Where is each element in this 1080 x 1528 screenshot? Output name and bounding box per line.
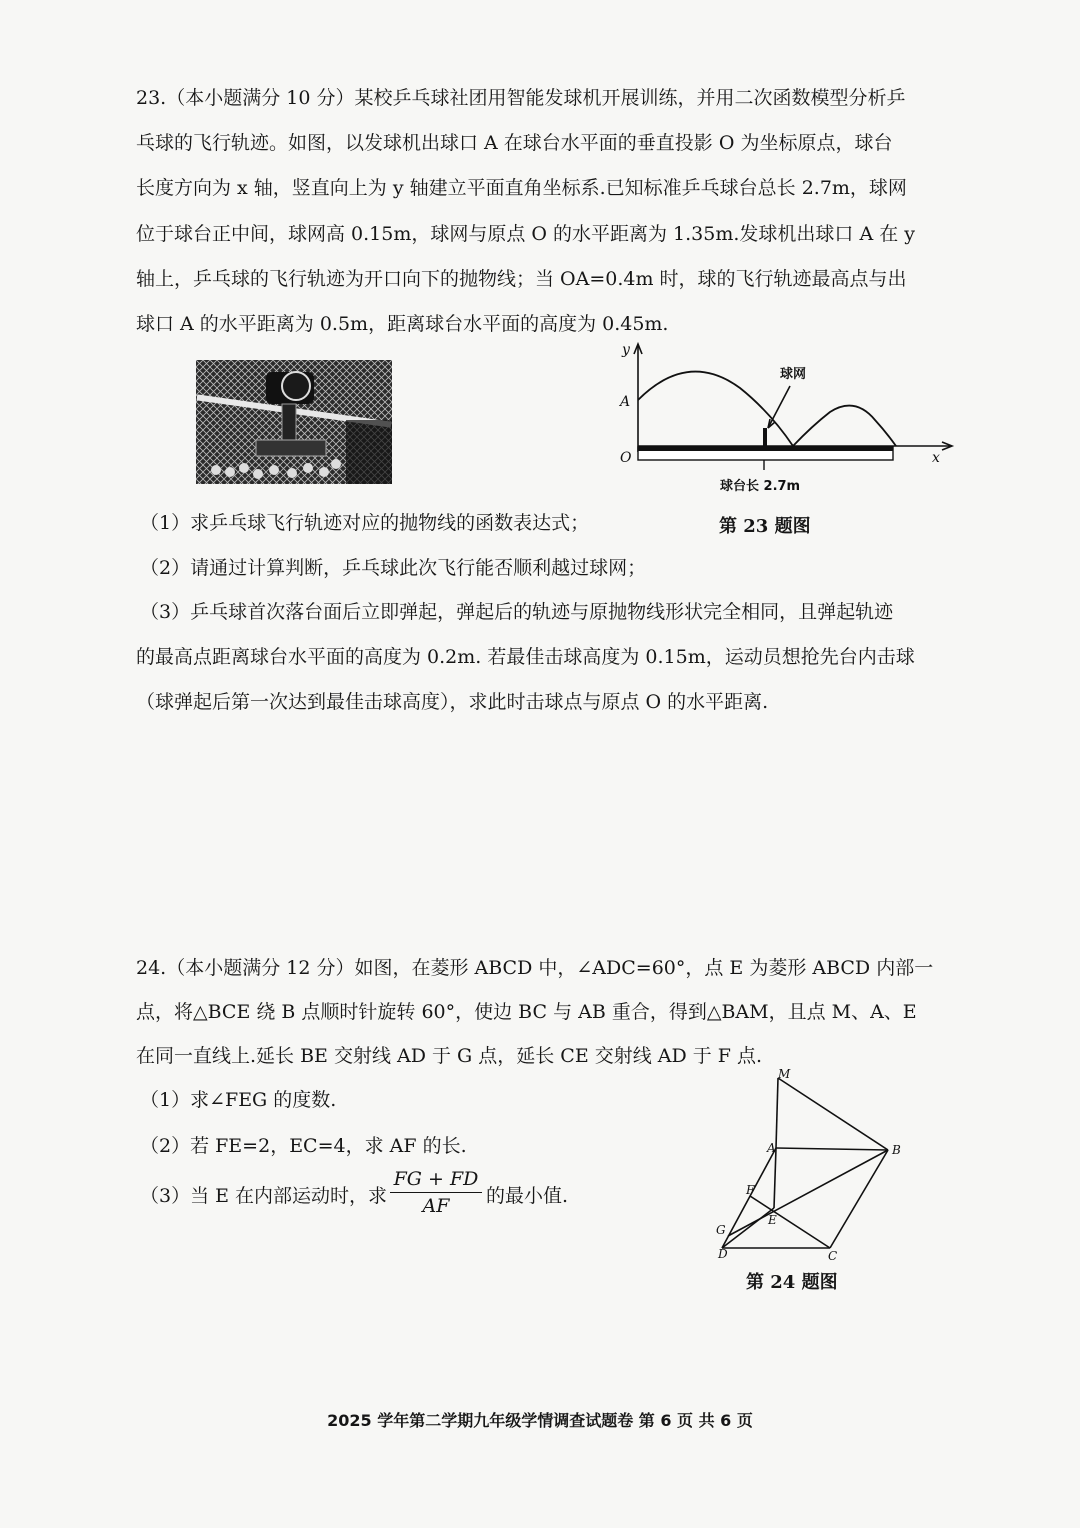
- x-axis-label: x: [932, 450, 940, 466]
- q23-sub-3-line-3: （球弹起后第一次达到最佳击球高度），求此时击球点与原点 O 的水平距离.: [136, 691, 769, 713]
- point-c-label: C: [828, 1249, 838, 1263]
- q24-sub-2: （2）若 FE=2，EC=4，求 AF 的长.: [140, 1135, 467, 1157]
- segment-ab: [776, 1148, 888, 1150]
- point-e-label: E: [768, 1213, 777, 1227]
- fraction-denominator: AF: [422, 1195, 450, 1217]
- q24-fraction: [390, 1168, 482, 1217]
- q23-line-2: 乓球的飞行轨迹。如图，以发球机出球口 A 在球台水平面的垂直投影 O 为坐标原点，球台: [136, 132, 893, 154]
- q24-line-3: 在同一直线上.延长 BE 交射线 AD 于 G 点，延长 CE 交射线 AD 于 F 点.: [136, 1045, 763, 1067]
- net-pointer: [768, 386, 790, 428]
- q23-line-3: 长度方向为 x 轴，竖直向上为 y 轴建立平面直角坐标系.已知标准乒乓球台总长 2.7m，球网: [136, 177, 907, 199]
- point-f-label: F: [746, 1183, 755, 1197]
- page-footer: 2025 学年第二学期九年级学情调查试题卷 第 6 页 共 6 页: [327, 1411, 753, 1430]
- q23-line-1: 23.（本小题满分 10 分）某校乒乓球社团用智能发球机开展训练，并用二次函数模型分析乒: [136, 87, 906, 109]
- q24-line-1: 24.（本小题满分 12 分）如图，在菱形 ABCD 中，∠ADC=60°，点 E 为菱形 ABCD 内部一: [136, 957, 934, 979]
- q23-sub-1: （1）求乒乓球飞行轨迹对应的抛物线的函数表达式；: [140, 512, 590, 534]
- fraction-numerator: FG + FD: [390, 1168, 482, 1193]
- segment-mb: [778, 1078, 888, 1150]
- point-b-label: B: [892, 1143, 901, 1157]
- q23-line-4: 位于球台正中间，球网高 0.15m，球网与原点 O 的水平距离为 1.35m.发球机出球口 A 在 y: [136, 223, 915, 245]
- q24-sub-1: （1）求∠FEG 的度数.: [140, 1089, 337, 1111]
- segment-ae: [774, 1148, 776, 1208]
- trajectory-bounce: [793, 406, 896, 446]
- segment-ma: [776, 1078, 778, 1148]
- point-a-label: A: [767, 1141, 776, 1155]
- q24-line-2: 点，将△BCE 绕 B 点顺时针旋转 60°，使边 BC 与 AB 重合，得到△BAM，且点 M、A、E: [136, 1001, 917, 1023]
- y-axis-label: y: [622, 342, 630, 358]
- q23-sub-3-line-1: （3）乒乓球首次落台面后立即弹起，弹起后的轨迹与原抛物线形状完全相同，且弹起轨迹: [140, 601, 894, 623]
- q23-sub-3-line-2: 的最高点距离球台水平面的高度为 0.2m. 若最佳击球高度为 0.15m，运动员想抢先台内击球: [136, 646, 915, 668]
- q24-sub-3-pre: （3）当 E 在内部运动时，求: [140, 1185, 388, 1207]
- point-d-label: D: [718, 1247, 728, 1261]
- serving-machine-photo: [196, 360, 392, 484]
- q24-figure-caption: 第 24 题图: [746, 1272, 838, 1293]
- q23-line-5: 轴上，乒乓球的飞行轨迹为开口向下的抛物线；当 OA=0.4m 时，球的飞行轨迹最高点与出: [136, 268, 907, 290]
- q23-line-6: 球口 A 的水平距离为 0.5m，距离球台水平面的高度为 0.45m.: [136, 313, 669, 335]
- point-a-label: A: [620, 394, 631, 410]
- net-label: 球网: [780, 367, 807, 382]
- segment-cf: [750, 1196, 830, 1248]
- point-m-label: M: [778, 1067, 791, 1081]
- trajectory-first: [638, 372, 793, 446]
- origin-label: O: [620, 450, 632, 466]
- q23-sub-2: （2）请通过计算判断，乒乓球此次飞行能否顺利越过球网；: [140, 557, 647, 579]
- segment-de: [722, 1208, 774, 1248]
- q24-sub-3-post: 的最小值.: [486, 1185, 569, 1207]
- point-g-label: G: [716, 1223, 726, 1237]
- net-post: [763, 428, 767, 447]
- segment-da: [722, 1148, 776, 1248]
- table-length-label: 球台长 2.7m: [720, 479, 801, 494]
- q23-coordinate-figure: [610, 340, 960, 500]
- q24-rhombus-figure: [706, 1064, 916, 1266]
- q23-figure-caption: 第 23 题图: [719, 516, 811, 537]
